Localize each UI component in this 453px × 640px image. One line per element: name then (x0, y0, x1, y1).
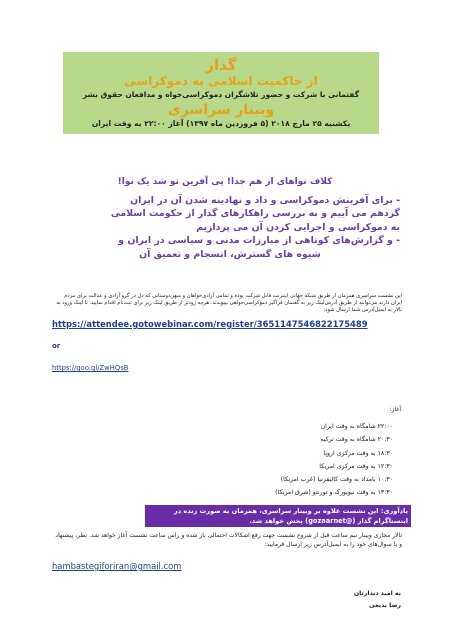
agenda-point: گردهم می آییم و به بررسی راهکارهای گذار از حکومت اسلامی (110, 208, 400, 220)
signature (354, 588, 401, 612)
agenda-point: - برای آفرینش دموکراسی و داد و نهادینه شدن آن در ایران (130, 195, 400, 206)
title-banner (63, 52, 379, 134)
time-item: ۱۸:۳۰ به وقت مرکزی اروپا (323, 449, 393, 457)
time-item: ۲۰:۳۰ شامگاه به وقت ترکیه (320, 436, 393, 444)
time-list (193, 420, 393, 500)
time-item: ۱۳:۳۰ به وقت نیویورک و تورنتو (شرق امریکا) (275, 489, 393, 497)
contact-email-link[interactable]: hambastegiforiran@gmail.com (52, 561, 182, 571)
time-item: ۱۲:۳۰ به وقت مرکزی امریکا (319, 462, 393, 470)
agenda-point: - و گزارش‌های کوتاهی از مبارزات مدنی و سیاسی در ایران و (118, 235, 400, 247)
time-item: ۲۲:۰۰ شامگاه به وقت ایران (320, 423, 393, 430)
slogan: کلاف نواهای از هم جدا! پی آفرین تو شد یک نوا! (117, 177, 333, 187)
info-paragraph: تالار مجازی وبینار نیم ساعت قبل از شروع نشست جهت رفع اشکالات احتمالی باز شده و راس ساعت نشست آغاز خواهد شد. نظر، پیشنهاد و یا سوال‌های خود را به ایمیل‌آدرس زیر ارسال فرمایید: (55, 532, 402, 548)
banner-webinar-title: وبینار سراسری (167, 102, 275, 118)
signer-name: رضا بدیعی (369, 602, 401, 609)
closing-line: به امید دیدارتان (353, 590, 401, 597)
agenda-point: به دموکراسی و اجرایی کردن آن می پردازیم (196, 221, 400, 233)
instagram-reminder: یادآوری: این نشست علاوه بر وبینار سراسری، همزمان به صورت زنده در اینستاگرام گذار (@gozaarnet) پخش خواهد شد. (145, 505, 411, 527)
registration-note: این نشست سراسری همزمان از طریق شبکه جهانی اینترنت قابل شرکت بوده و تمامی آزادی‌خواهان و میهن‌دوستانی که دل در گرو آزادی و عدالت برای مردم ایران دارند می‌توانند از طریق آدرس‌لینک زیر به گفتمان فراگیر دموکراسی‌خواهی بپیوندند. هرچه زودتر از طریق لینک زیر برای ثبت‌نام اقدام نمایید. تا لینک ورود به تالار به ایمیل‌آدرس شما ارسال شود: (56, 293, 402, 314)
banner-date: یکشنبه ۲۵ مارچ ۲۰۱۸ (۵ فروردین ماه ۱۳۹۷) آغاز ۲۲:۰۰ به وقت ایران (91, 119, 351, 128)
start-label: آغاز: (389, 406, 401, 413)
registration-link[interactable]: https://attendee.gotowebinar.com/register/3651147546822175489 (52, 319, 368, 329)
or-label: or (52, 342, 61, 350)
time-item: ۱۰:۳۰ بامداد به وقت کالیفرنیا (غرب امریکا) (280, 476, 393, 484)
agenda-points (60, 194, 400, 261)
banner-subtitle: از حاکمیت اسلامی به دموکراسی (124, 74, 318, 88)
short-link[interactable]: https://goo.gl/ZwHQsB (52, 364, 129, 372)
agenda-point: شیوه های گسترش، انسجام و تعمیق آن (139, 248, 321, 260)
banner-description: گفتمانی با شرکت و حضور تلاشگران دموکراسی‌خواه و مدافعان حقوق بشر (82, 90, 360, 99)
banner-title: گذار (205, 56, 237, 74)
